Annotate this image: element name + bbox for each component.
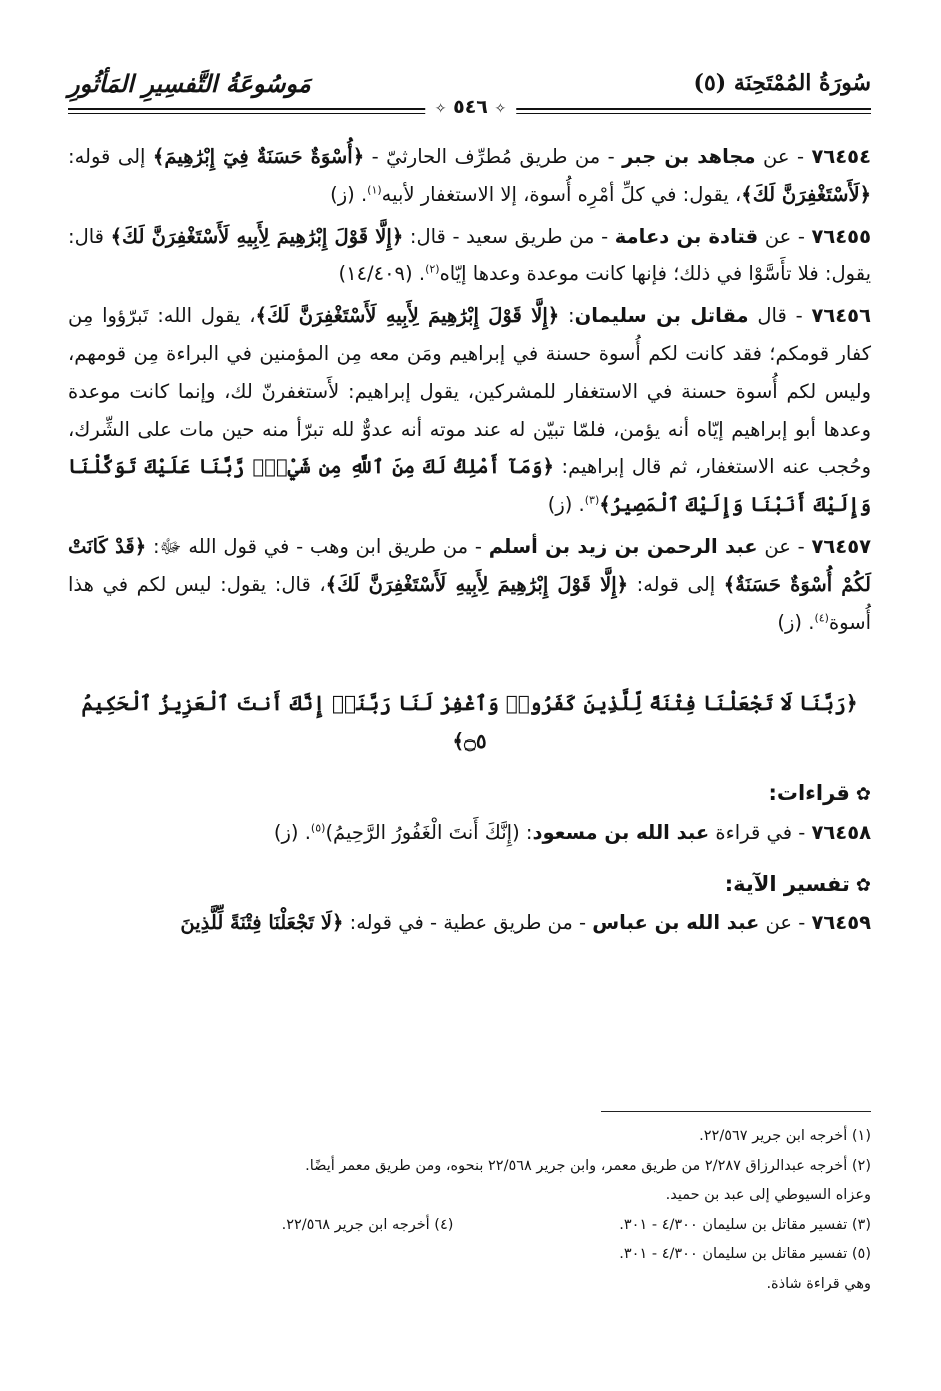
main-text	[68, 138, 871, 942]
entry-text: ، يقول: في كلِّ أمْرِه أُسوة، إلا الاستغفار لأبيه	[381, 182, 742, 206]
surah-title: سُورَةُ المُمْتَحِنَة (٥)	[693, 70, 871, 96]
footnote-5-cont: وهي قراءة شاذة.	[766, 1275, 871, 1292]
entry-76455	[68, 218, 871, 294]
entry-text: - قال	[748, 304, 812, 328]
entry-number: ٧٦٤٥٧	[811, 534, 871, 558]
entry-text: - عن	[758, 224, 812, 248]
entry-76454	[68, 138, 871, 214]
entry-text: - من طريق عطية - في قوله:	[343, 911, 593, 935]
entry-text: . (ز)	[547, 493, 585, 517]
entry-number: ٧٦٤٥٥	[811, 224, 871, 248]
quran-quote: ﴿إِلَّا قَوْلَ إِبْرَٰهِيمَ لِأَبِيهِ لَأَسْتَغْفِرَنَّ لَكَ﴾	[255, 304, 560, 328]
entry-text: . (ز)	[273, 820, 311, 844]
entry-text: - عن	[759, 911, 812, 935]
ornament-icon: ✧	[494, 101, 507, 117]
entry-text: . (ز)	[777, 610, 815, 634]
entry-text: - عن	[755, 145, 812, 168]
entry-number: ٧٦٤٥٨	[811, 820, 871, 844]
footnote-2: (٢) أخرجه عبدالرزاق ٢/٢٨٧ من طريق معمر، وابن جرير ٢٢/٥٦٨ بنحوه، ومن طريق معمر أيضًا.	[305, 1157, 871, 1174]
entry-number: ٧٦٤٥٤	[811, 145, 871, 168]
entry-76457	[68, 528, 871, 641]
entry-text: - من طريق ابن وهب - في قول الله ﷻ:	[146, 534, 489, 558]
footnote-1: (١) أخرجه ابن جرير ٢٢/٥٦٧.	[699, 1128, 871, 1144]
entry-text: - من طريق سعيد - قال:	[403, 224, 615, 248]
narrator-name: مجاهد بن جبر	[622, 145, 756, 168]
footnote-separator	[601, 1111, 871, 1112]
series-title: مَوسُوعَةُ التَّفسِيرِ المَأثُورِ	[68, 68, 311, 98]
entry-text: : (إِنَّكَ أَنتَ الْغَفُورُ الرَّحِيمُ)	[325, 820, 533, 844]
page-number	[425, 96, 517, 118]
flower-ornament-icon: ✿	[855, 783, 871, 805]
footnote-ref: (٢)	[425, 262, 440, 276]
quran-quote: ﴿لَأَسْتَغْفِرَنَّ لَكَ﴾	[741, 182, 871, 206]
entry-text: إلى قوله:	[628, 572, 724, 596]
footnotes	[68, 1122, 871, 1299]
quran-quote: ﴿وَمَآ أَمْلِكُ لَكَ مِنَ ٱللَّهِ مِن شَيْءٍۖ رَّبَّنَا عَلَيْكَ تَوَكَّلْنَا وَإِلَيْكَ أَنَبْنَا وَإِلَيْكَ ٱلْمَصِيرُ﴾	[68, 455, 871, 517]
footnote-row	[68, 1211, 871, 1241]
section-heading-tafsir	[68, 866, 871, 905]
entry-text: - من طريق مُطرِّف الحارثيّ -	[364, 145, 623, 168]
narrator-name: قتادة بن دعامة	[614, 224, 759, 248]
entry-text: ، قال: يقول: ليس لكم في هذا أُسوة	[68, 572, 871, 634]
entry-text: :	[559, 304, 575, 328]
footnote-ref: (١)	[367, 183, 382, 197]
entry-number: ٧٦٤٥٦	[811, 304, 871, 328]
footnote-4: (٤) أخرجه ابن جرير ٢٢/٥٦٨.	[281, 1216, 454, 1233]
entry-text: ، يقول الله: تَبرّؤوا مِن كفار قومكم؛ فقد كانت لكم أُسوة حسنة في إبراهيم ومَن معه مِن المؤمنين في البراءة مِن قومهم، وليس لكم أُسوة حسنة في الاستغفار للمشركين، يقول إبراهيم: لأَستغفرنّ لك، وإنما كانت موعدة وعدها أبو إبراهيم إيّاه أنه يؤمن، فلمّا تبيّن له عند موته أنه عدوٌّ لله تبرّأ منه حين مات على الشِّرك، وحُجب عنه الاستغفار، ثم قال إبراهيم:	[68, 304, 871, 479]
section-heading-text: تفسير الآية:	[724, 871, 850, 896]
narrator-name: عبد الله بن عباس	[592, 911, 760, 935]
page-number-text: ٥٤٦	[453, 96, 488, 118]
quran-quote: ﴿لَا تَجْعَلْنَا فِتْنَةً لِّلَّذِينَ	[180, 911, 344, 935]
footnote-ref: (٤)	[814, 611, 829, 625]
quran-quote: ﴿قَدْ كَانَتْ لَكُمْ أُسْوَةٌ حَسَنَةٌ﴾	[68, 534, 871, 596]
section-heading-qiraat	[68, 775, 871, 814]
entry-text: . (١٤/٤٠٩)	[338, 262, 426, 286]
quran-quote: ﴿إِلَّا قَوْلَ إِبْرَٰهِيمَ لِأَبِيهِ لَأَسْتَغْفِرَنَّ لَكَ﴾	[110, 224, 404, 248]
verse-block: ﴿رَبَّنَا لَا تَجْعَلْنَا فِتْنَةً لِّلَّذِينَ كَفَرُوا۟ وَٱغْفِرْ لَنَا رَبَّنَآۖ إِنَّكَ أَنتَ ٱلْعَزِيزُ ٱلْحَكِيمُ ۝٥﴾	[81, 691, 858, 754]
entry-text: - عن	[757, 534, 812, 558]
entry-number: ٧٦٤٥٩	[811, 911, 871, 935]
entry-text: قال: يقول: فلا تأَسَّوْا في ذلك؛ فإنها كانت موعدة وعدها إيّاه	[68, 224, 871, 286]
narrator-name: مقاتل بن سليمان	[574, 304, 749, 328]
quran-quote: ﴿إِلَّا قَوْلَ إِبْرَٰهِيمَ لِأَبِيهِ لَأَسْتَغْفِرَنَّ لَكَ﴾	[325, 572, 629, 596]
narrator-name: عبد الرحمن بن زيد بن أسلم	[488, 534, 758, 558]
footnote-3: (٣) تفسير مقاتل بن سليمان ٤/٣٠٠ - ٣٠١.	[619, 1216, 871, 1233]
section-heading-text: قراءات:	[768, 780, 850, 805]
entry-76458	[68, 814, 871, 852]
quran-quote: ﴿أُسْوَةٌ حَسَنَةٌ فِيٓ إِبْرَٰهِيمَ﴾	[152, 145, 365, 168]
footnote-ref: (٣)	[584, 493, 600, 507]
flower-ornament-icon: ✿	[855, 874, 871, 896]
entry-76459	[68, 904, 871, 942]
entry-text: إلى قوله:	[68, 145, 153, 168]
entry-76456	[68, 297, 871, 524]
narrator-name: عبد الله بن مسعود	[532, 820, 710, 844]
footnote-5: (٥) تفسير مقاتل بن سليمان ٤/٣٠٠ - ٣٠١.	[619, 1246, 871, 1262]
footnote-2-cont: وعزاه السيوطي إلى عبد بن حميد.	[665, 1187, 871, 1203]
ornament-icon: ✧	[434, 101, 447, 117]
entry-text: - في قراءة	[709, 820, 812, 844]
entry-text: . (ز)	[330, 182, 368, 206]
footnote-ref: (٥)	[310, 821, 326, 835]
